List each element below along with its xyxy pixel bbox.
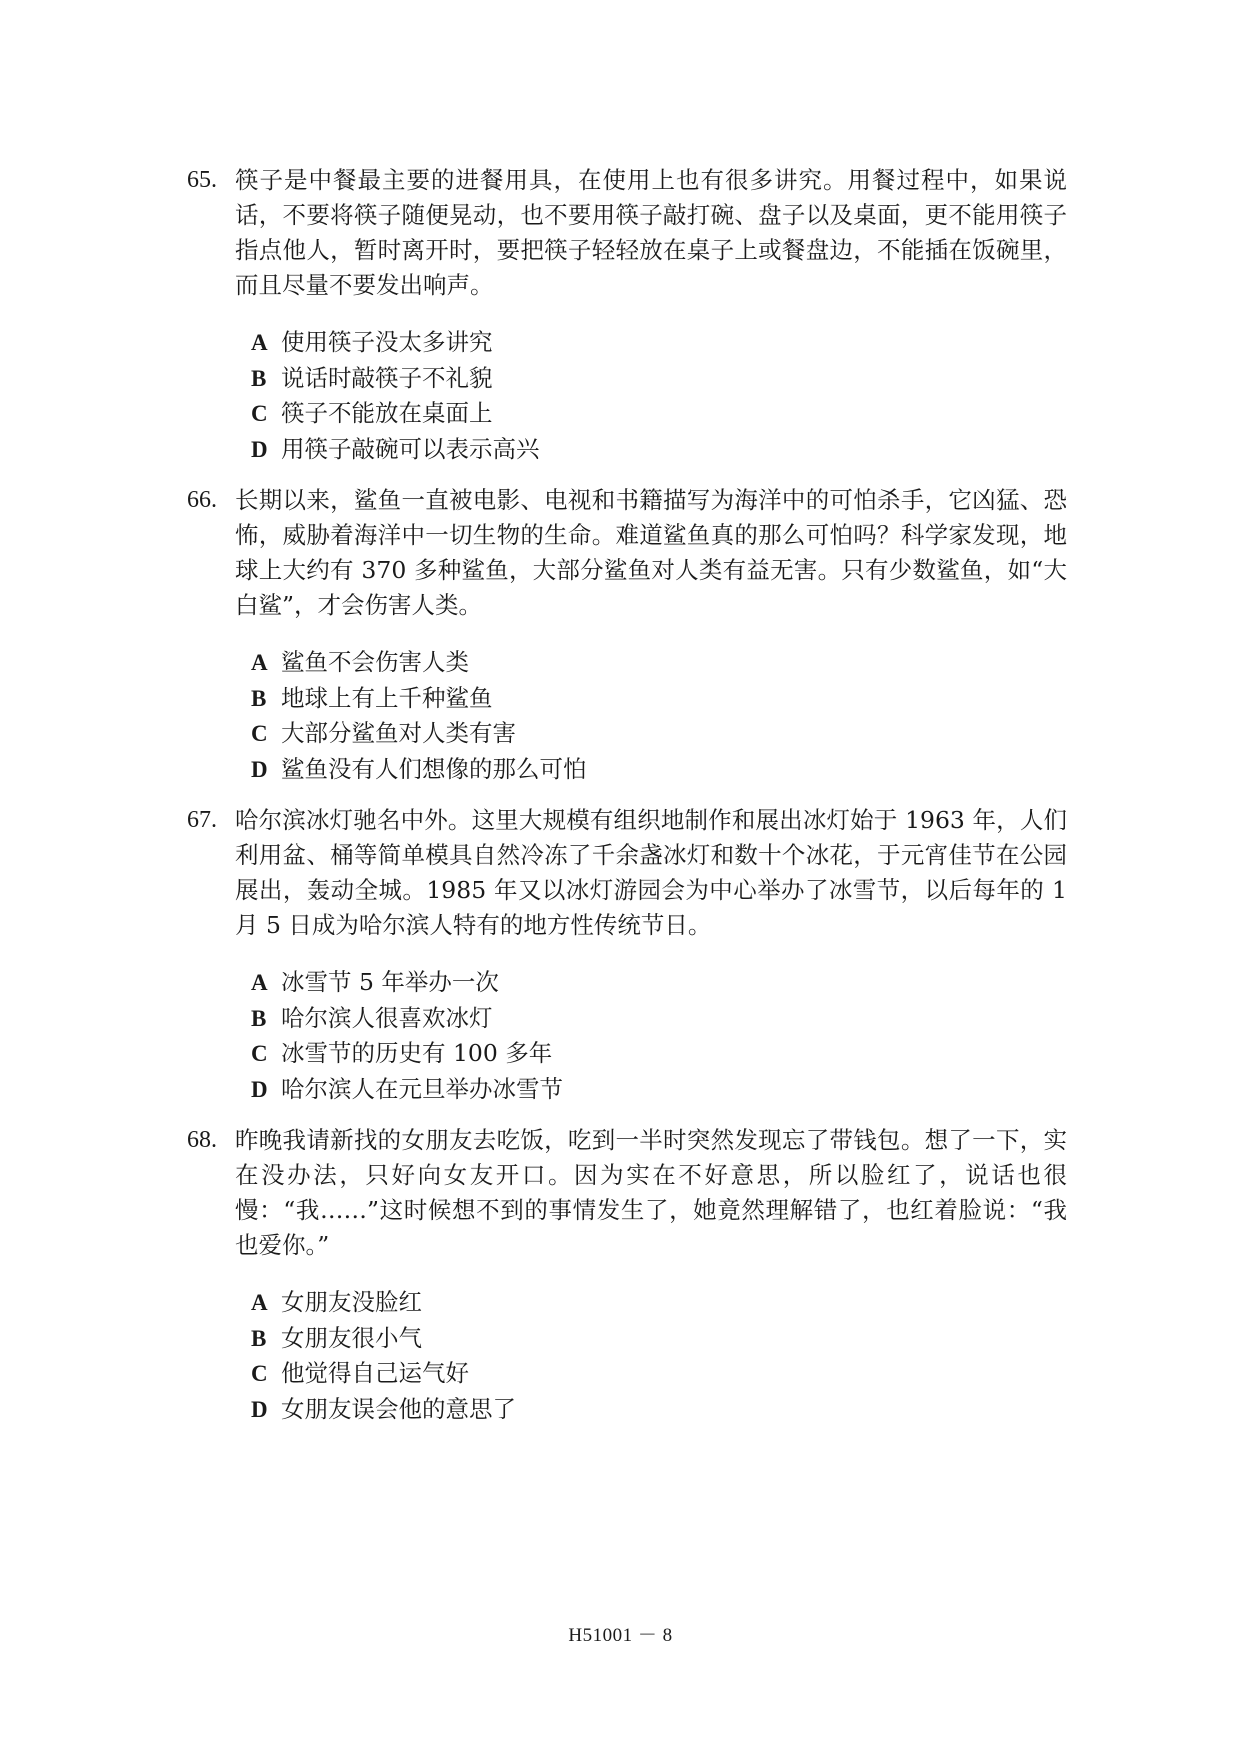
option-d[interactable]: [251, 430, 1067, 466]
passage-text: 哈尔滨冰灯驰名中外。这里大规模有组织地制作和展出冰灯始于 1963 年，人们利用盆、桶等简单模具自然冷冻了千余盏冰灯和数十个冰花，于元宵佳节在公园展出，轰动全城。1985 年又以冰灯游园会为中心举办了冰雪节，以后每年的 1 月 5 日成为哈尔滨人特有的地方性传统节日。: [235, 806, 1067, 939]
option-letter: B: [251, 365, 267, 391]
passage-text: 长期以来，鲨鱼一直被电影、电视和书籍描写为海洋中的可怕杀手，它凶猛、恐怖，威胁着海洋中一切生物的生命。难道鲨鱼真的那么可怕吗？科学家发现，地球上大约有 370 多种鲨鱼，大部分鲨鱼对人类有益无害。只有少数鲨鱼，如“大白鲨”，才会伤害人类。: [235, 486, 1067, 619]
option-letter: C: [251, 721, 268, 746]
option-text: 大部分鲨鱼对人类有害: [281, 719, 516, 747]
option-text: 他觉得自己运气好: [281, 1359, 469, 1387]
question-passage: [187, 163, 1067, 303]
option-letter: B: [251, 1005, 267, 1031]
option-letter: C: [251, 1041, 268, 1066]
option-b[interactable]: [251, 679, 1067, 715]
passage-text: 昨晚我请新找的女朋友去吃饭，吃到一半时突然发现忘了带钱包。想了一下，实在没办法，只好向女友开口。因为实在不好意思，所以脸红了，说话也很慢：“我……”这时候想不到的事情发生了，她竟然理解错了，也红着脸说：“我也爱你。”: [235, 1126, 1067, 1259]
option-text: 女朋友误会他的意思了: [281, 1394, 516, 1423]
page-code: H51001 － 8: [568, 1625, 673, 1646]
option-letter: A: [251, 650, 268, 675]
option-d[interactable]: [251, 1390, 1067, 1426]
option-text: 用筷子敲碗可以表示高兴: [281, 434, 540, 463]
option-letter: C: [251, 401, 268, 426]
question-number: 65.: [187, 167, 217, 193]
option-c[interactable]: [251, 394, 1067, 430]
question-68: [187, 1123, 1067, 1425]
answer-options: [187, 1283, 1067, 1425]
option-a[interactable]: [251, 963, 1067, 999]
option-b[interactable]: [251, 359, 1067, 395]
option-letter: A: [251, 330, 268, 355]
option-letter: D: [251, 1076, 268, 1102]
option-text: 说话时敲筷子不礼貌: [281, 363, 493, 392]
option-c[interactable]: [251, 1034, 1067, 1070]
option-text: 冰雪节 5 年举办一次: [281, 968, 499, 996]
option-text: 冰雪节的历史有 100 多年: [281, 1039, 553, 1067]
option-text: 筷子不能放在桌面上: [281, 399, 493, 427]
question-number: 66.: [187, 487, 217, 513]
option-a[interactable]: [251, 643, 1067, 679]
option-letter: B: [251, 685, 267, 711]
answer-options: [187, 963, 1067, 1105]
question-number: 67.: [187, 807, 217, 833]
passage-text: 筷子是中餐最主要的进餐用具，在使用上也有很多讲究。用餐过程中，如果说话，不要将筷子随便晃动，也不要用筷子敲打碗、盘子以及桌面，更不能用筷子指点他人，暂时离开时，要把筷子轻轻放在桌子上或餐盘边，不能插在饭碗里，而且尽量不要发出响声。: [235, 166, 1067, 299]
question-65: [187, 163, 1067, 465]
option-text: 鲨鱼没有人们想像的那么可怕: [281, 754, 587, 783]
page-footer: [0, 1620, 1241, 1647]
option-text: 使用筷子没太多讲究: [281, 328, 493, 356]
option-letter: C: [251, 1361, 268, 1386]
answer-options: [187, 643, 1067, 785]
option-letter: A: [251, 970, 268, 995]
option-c[interactable]: [251, 714, 1067, 750]
option-text: 女朋友很小气: [281, 1323, 422, 1352]
question-passage: [187, 803, 1067, 943]
option-text: 哈尔滨人在元旦举办冰雪节: [281, 1074, 563, 1103]
answer-options: [187, 323, 1067, 465]
option-d[interactable]: [251, 750, 1067, 786]
question-passage: [187, 1123, 1067, 1263]
option-letter: A: [251, 1290, 268, 1315]
option-d[interactable]: [251, 1070, 1067, 1106]
option-letter: D: [251, 1396, 268, 1422]
option-b[interactable]: [251, 1319, 1067, 1355]
option-letter: D: [251, 756, 268, 782]
option-a[interactable]: [251, 1283, 1067, 1319]
option-text: 地球上有上千种鲨鱼: [281, 683, 493, 712]
option-c[interactable]: [251, 1354, 1067, 1390]
option-letter: D: [251, 436, 268, 462]
option-b[interactable]: [251, 999, 1067, 1035]
question-number: 68.: [187, 1127, 217, 1153]
option-text: 女朋友没脸红: [281, 1288, 422, 1316]
option-letter: B: [251, 1325, 267, 1351]
option-text: 哈尔滨人很喜欢冰灯: [281, 1003, 493, 1032]
question-66: [187, 483, 1067, 785]
question-passage: [187, 483, 1067, 623]
question-67: [187, 803, 1067, 1105]
option-a[interactable]: [251, 323, 1067, 359]
option-text: 鲨鱼不会伤害人类: [281, 648, 469, 676]
